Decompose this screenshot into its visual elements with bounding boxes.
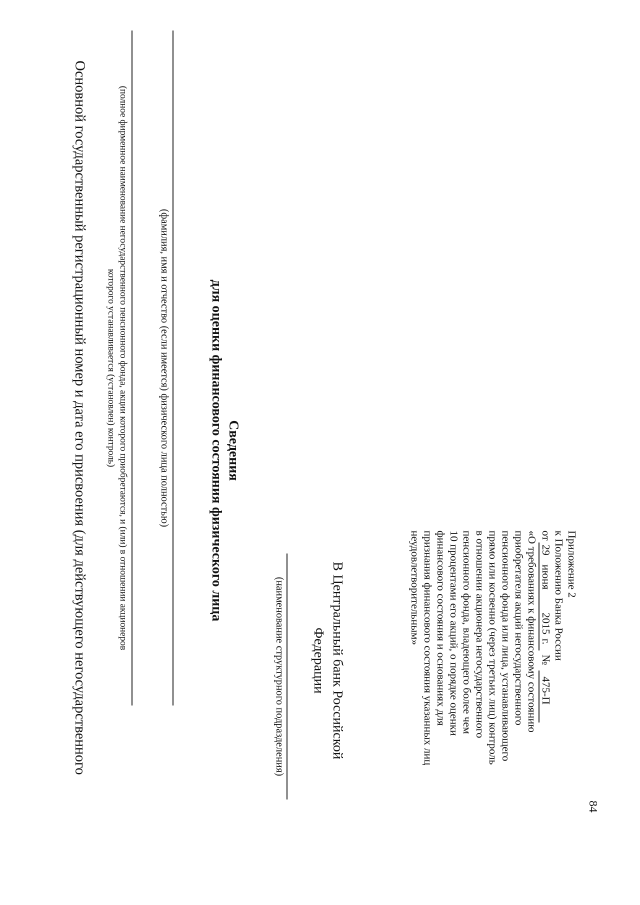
appendix-line: прямо или косвенно (через третьих лиц) контроль bbox=[486, 530, 498, 765]
recipient-title-second-line: Федерации bbox=[310, 626, 325, 694]
appendix-title: Приложение 2 bbox=[565, 530, 577, 598]
recipient-caption: (наименование структурного подразделения) bbox=[273, 576, 284, 776]
date-prefix: от bbox=[539, 530, 551, 541]
appendix-line: 10 процентами его акций, о порядке оценки bbox=[447, 530, 459, 736]
name-field-caption: (фамилия, имя и отчество (если имеется) физического лица полностью) bbox=[158, 208, 169, 527]
form-subtitle: для оценки финансового состояния физического лица bbox=[208, 279, 223, 621]
appendix-line: пенсионного фонда или лица, устанавливающего bbox=[499, 530, 511, 761]
appendix-line: приобретателя акций негосударственного bbox=[512, 530, 524, 725]
number-prefix: № bbox=[539, 654, 551, 665]
fund-field-caption-second-line: которого устанавливается (установлен) контроль) bbox=[105, 268, 115, 467]
appendix-date-line bbox=[537, 530, 551, 790]
date-year-suffix: г. bbox=[539, 638, 551, 645]
appendix-block bbox=[377, 530, 577, 900]
form-title: Сведения bbox=[225, 419, 240, 481]
document-number: 475-П bbox=[539, 676, 551, 705]
date-day: 29 bbox=[539, 544, 551, 555]
recipient-title: В Центральный банк Российской bbox=[329, 561, 344, 759]
appendix-line: финансового состояния и основаниях для bbox=[434, 530, 446, 726]
name-field-line bbox=[172, 30, 173, 705]
number-underline bbox=[538, 670, 539, 722]
fund-field-caption: (полное фирменное наименование негосударственного пенсионного фонда, акции которого приобретаются, и (или) в отношении акционеров bbox=[117, 85, 127, 650]
recipient-underline bbox=[286, 553, 287, 799]
page-number: 84 bbox=[586, 800, 600, 812]
appendix-subtitle: к Положению Банка России bbox=[552, 530, 564, 661]
appendix-line: «О требованиях к финансовому состоянию bbox=[525, 530, 537, 732]
appendix-line: признания финансового состояния указанных лиц bbox=[421, 530, 433, 765]
appendix-line: пенсионного фонда, владеющего более чем bbox=[460, 530, 472, 734]
appendix-line: в отношении акционера негосударственного bbox=[473, 530, 485, 738]
date-month: июня bbox=[539, 564, 551, 590]
registration-number-text: Основной государственный регистрационный номер и дата его присвоения (для действующего негосударственного bbox=[71, 60, 87, 775]
date-underline bbox=[538, 542, 539, 650]
fund-field-line bbox=[131, 30, 132, 705]
date-year: 2015 bbox=[539, 612, 551, 634]
appendix-line: неудовлетворительным» bbox=[408, 530, 420, 645]
